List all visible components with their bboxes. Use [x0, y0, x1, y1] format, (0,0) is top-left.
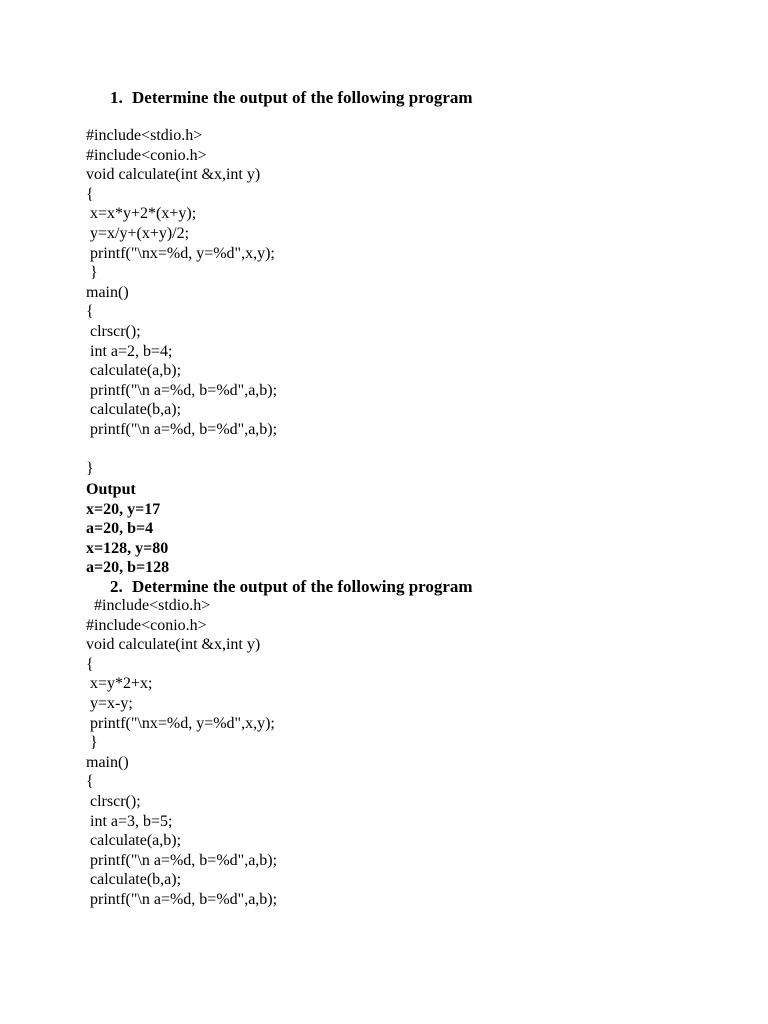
code-line: x=y*2+x;	[86, 675, 153, 693]
code-line: printf("\nx=%d, y=%d",x,y);	[86, 714, 275, 732]
code-line: main()	[86, 283, 129, 301]
code-line: #include<conio.h>	[86, 616, 207, 634]
code-line: }	[86, 460, 94, 478]
code-line: main()	[86, 753, 129, 771]
code-line: int a=2, b=4;	[86, 342, 173, 360]
question-1-heading	[110, 88, 473, 108]
question-1-output-block	[86, 480, 169, 578]
question-1-title: Determine the output of the following program	[132, 88, 473, 107]
code-line: #include<stdio.h>	[86, 127, 203, 144]
code-line: printf("\n a=%d, b=%d",a,b);	[86, 851, 278, 869]
code-line: printf("\n a=%d, b=%d",a,b);	[86, 420, 278, 438]
code-line: y=x/y+(x+y)/2;	[86, 224, 190, 242]
code-line: #include<stdio.h>	[86, 597, 211, 614]
question-1-code-block	[86, 126, 277, 479]
code-line: printf("\n a=%d, b=%d",a,b);	[86, 890, 278, 908]
code-line: {	[86, 655, 94, 673]
code-line: calculate(a,b);	[86, 362, 182, 380]
code-line: }	[86, 264, 98, 282]
question-1-number: 1.	[110, 88, 123, 107]
code-line: y=x-y;	[86, 694, 133, 712]
output-line: a=20, b=4	[86, 520, 154, 538]
code-line: calculate(b,a);	[86, 871, 182, 889]
code-line: printf("\nx=%d, y=%d",x,y);	[86, 244, 275, 262]
code-line: #include<conio.h>	[86, 146, 207, 164]
output-label: Output	[86, 481, 136, 498]
code-line: int a=3, b=5;	[86, 812, 173, 830]
code-line: {	[86, 773, 94, 791]
code-line: void calculate(int &x,int y)	[86, 636, 261, 654]
code-line: void calculate(int &x,int y)	[86, 166, 261, 184]
question-2-code-block	[86, 596, 277, 910]
code-line: clrscr();	[86, 792, 141, 810]
code-line: calculate(b,a);	[86, 401, 182, 419]
output-line: x=128, y=80	[86, 539, 169, 557]
output-line: a=20, b=128	[86, 559, 170, 577]
code-line: clrscr();	[86, 322, 141, 340]
question-2-heading	[110, 577, 473, 597]
question-2-number: 2.	[110, 577, 123, 596]
code-line: x=x*y+2*(x+y);	[86, 205, 197, 223]
code-line: {	[86, 185, 94, 203]
code-line: calculate(a,b);	[86, 832, 182, 850]
question-2-title: Determine the output of the following program	[132, 577, 473, 596]
output-line: x=20, y=17	[86, 500, 161, 518]
code-line	[86, 440, 277, 460]
code-line: {	[86, 303, 94, 321]
code-line: printf("\n a=%d, b=%d",a,b);	[86, 381, 278, 399]
code-line: }	[86, 734, 98, 752]
